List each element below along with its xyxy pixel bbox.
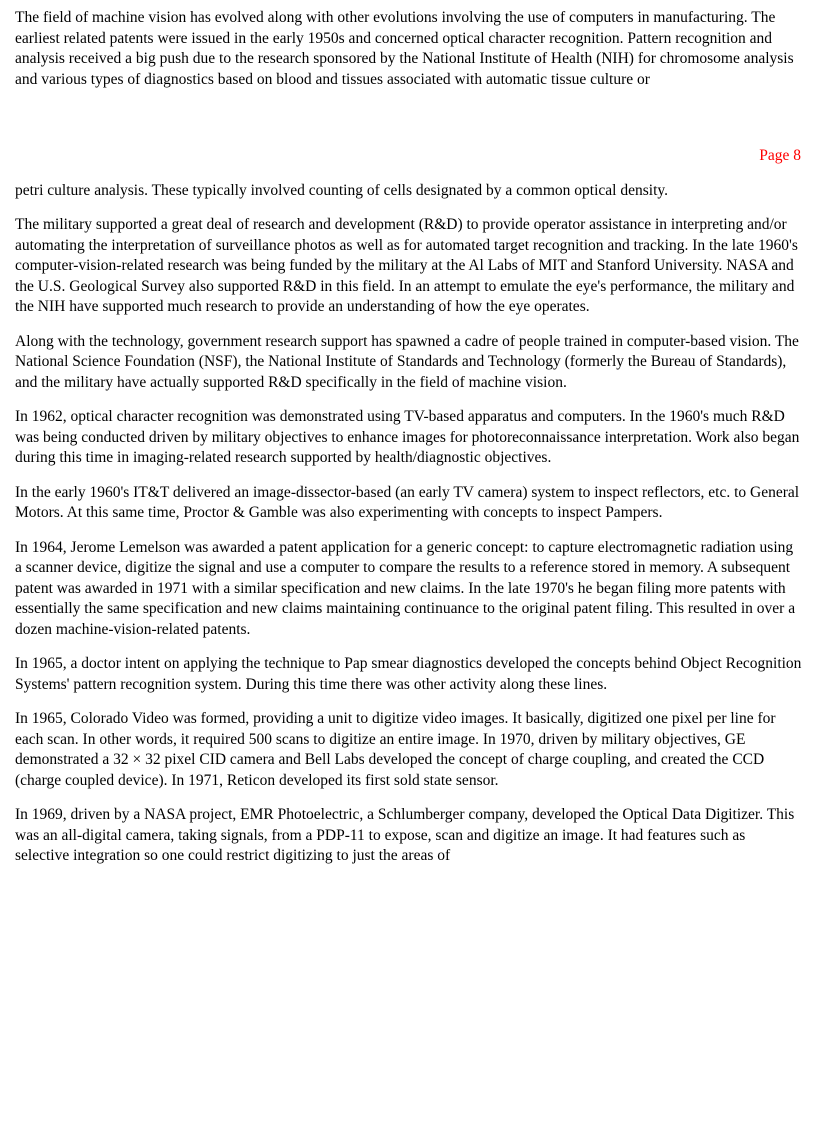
document-page — [15, 0, 803, 881]
paragraph-1962-ocr: In 1962, optical character recognition was demonstrated using TV-based apparatus and computers. In the 1960's much R&D was being conducted driven by military objectives to enhance images for photoreconnaissance interpretation. Work also began during this time in imaging-related research supported by health/diagnostic objectives. — [15, 408, 800, 466]
paragraph-itt-1960s: In the early 1960's IT&T delivered an image-dissector-based (an early TV camera) system to inspect reflectors, etc. to General Motors. At this same time, Proctor & Gamble was also experimenting with concepts to inspect Pampers. — [15, 483, 800, 521]
page-number: Page 8 — [759, 147, 801, 164]
paragraph-military-rnd: The military supported a great deal of research and development (R&D) to provide operator assistance in interpreting and/or automating the interpretation of surveillance photos as well as for automated target recognition and tracking. In the late 1960's computer-vision-related research was being funded by the military at the Al Labs of MIT and Stanford University. NASA and the U.S. Geological Survey also supported R&D in this field. In an attempt to emulate the eye's performance, the military and the NIH have supported much research to provide an understanding of how the eye operates. — [15, 216, 798, 315]
paragraph-intro: The field of machine vision has evolved along with other evolutions involving the use of computers in manufacturing. The earliest related patents were issued in the early 1950s and concerned optical character recognition. Pattern recognition and analysis received a big push due to the research sponsored by the National Institute of Health (NIH) for chromosome analysis and various types of diagnostics based on blood and tissues associated with automatic tissue culture or — [15, 9, 794, 88]
paragraph-1965-pap-smear: In 1965, a doctor intent on applying the technique to Pap smear diagnostics developed the concepts behind Object Recognition Systems' pattern recognition system. During this time there was other activity along these lines. — [15, 655, 802, 693]
paragraph-government-support: Along with the technology, government research support has spawned a cadre of people trained in computer-based vision. The National Science Foundation (NSF), the National Institute of Standards and Technology (formerly the Bureau of Standards), and the military have actually supported R&D specifically in the field of machine vision. — [15, 332, 799, 391]
paragraph-1965-colorado-video: In 1965, Colorado Video was formed, providing a unit to digitize video images. It basically, digitized one pixel per line for each scan. In other words, it required 500 scans to digitize an entire image. In 1970, driven by military objectives, GE demonstrated a 32 × 32 pixel CID camera and Bell Labs developed the concept of charge coupling, and created the CCD (charge coupled device). In 1971, Reticon developed its first sold state sensor. — [15, 710, 776, 789]
page-break-gap — [15, 104, 803, 146]
paragraph-1969-emr: In 1969, driven by a NASA project, EMR Photoelectric, a Schlumberger company, developed the Optical Data Digitizer. This was an all-digital camera, taking signals, from a PDP-11 to expose, scan and digitize an image. It had features such as selective integration so one could restrict digitizing to just the areas of — [15, 806, 795, 864]
text-block-before-break — [15, 0, 803, 90]
text-block-after-break — [15, 181, 803, 867]
paragraph-continuation: petri culture analysis. These typically involved counting of cells designated by a common optical density. — [15, 181, 668, 199]
paragraph-1964-lemelson: In 1964, Jerome Lemelson was awarded a patent application for a generic concept: to capture electromagnetic radiation using a scanner device, digitize the signal and use a computer to compare the results to a reference stored in memory. A subsequent patent was awarded in 1971 with a similar specification and new claims. In the late 1970's he began filing more patents with essentially the same specification and new claims maintaining continuance to the original patent filing. This resulted in over a dozen machine-vision-related patents. — [15, 538, 796, 638]
